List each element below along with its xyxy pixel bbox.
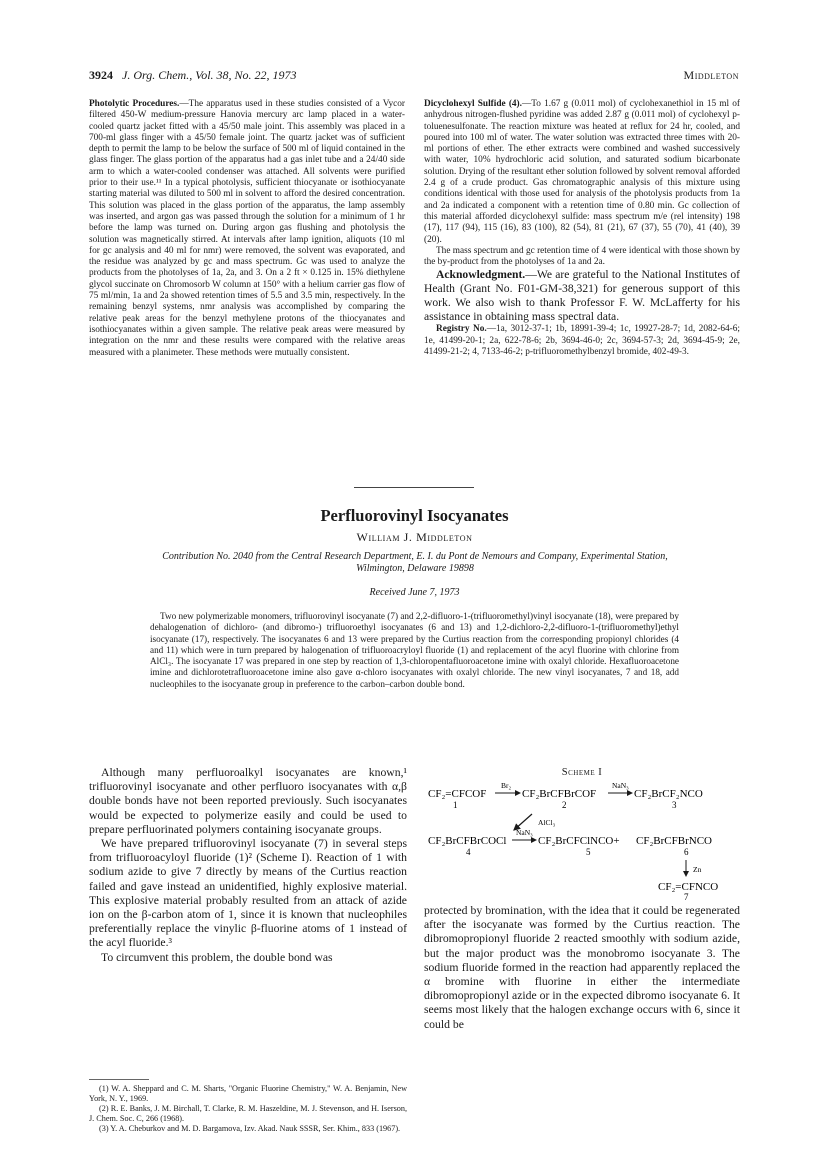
compound-3: CF₂BrCF₂NCO bbox=[634, 788, 703, 800]
dicyclohexyl-paragraph-2: The mass spectrum and gc retention time of 4 were identical with those shown by the by-product from the photolyses of 1a and 2a. bbox=[424, 245, 740, 268]
reagent-alcl3: AlCl₃ bbox=[538, 818, 556, 827]
body-right-column bbox=[424, 904, 740, 1032]
footnote-2: (2) R. E. Banks, J. M. Birchall, T. Clarke, R. M. Haszeldine, M. J. Stevenson, and H. Iserson, J. Chem. Soc. C, 266 (1968). bbox=[89, 1104, 407, 1124]
dicyclohexyl-text: —To 1.67 g (0.011 mol) of cyclohexanethiol in 15 ml of anhydrous nitrogen-flushed pyridine was added 2.87 g (0.011 mol) of cyclohexyl p-toluenesulfonate. The reaction mixture was heated at reflux for 24 hr, cooled, and poured into 100 ml of water. The water solution was extracted three times with 20-ml portions of ether. The ether extracts were combined and washed successively with water, 10% hydrochloric acid solution, and saturated sodium bicarbonate solution. Drying of the resultant ether solution followed by solvent removal afforded 2.4 g of a crude product. Gas chromatographic analysis of this mixture using conditions identical with those used for analysis of the photolysis products from 1a and 2a indicated a component with a retention time of 0.80 min. Gc collection of this material afforded dicyclohexyl sulfide: mass spectrum m/e (rel intensity) 198 (17), 117 (94), 115 (16), 83 (100), 82 (54), 81 (21), 67 (37), 55 (70), 41 (40), 39 (20). bbox=[424, 99, 740, 245]
reagent-nan3-a: NaN₃ bbox=[612, 781, 629, 790]
body-paragraph-2: We have prepared trifluorovinyl isocyanate (7) in several steps from trifluoroacyloyl fluoride (1)² (Scheme I). Reaction of 1 with sodium azide to give 7 directly by means of the Curtius reaction failed and gave instead an unidentified, highly explosive material. This explosive material probably resulted from an attack of azide ion on the β-carbon atom of 1, since it is known that nucleophiles preferentially replace the vinylic β-fluorine atoms of 1 instead of the acyl fluoride.³ bbox=[89, 837, 407, 950]
compound-2-number: 2 bbox=[562, 800, 567, 810]
dicyclohexyl-paragraph bbox=[424, 99, 740, 246]
reagent-zn: Zn bbox=[693, 865, 702, 874]
scheme-title: Scheme I bbox=[561, 767, 603, 778]
compound-6: CF₂BrCFBrNCO bbox=[636, 835, 712, 847]
registry-heading: Registry No. bbox=[436, 324, 487, 335]
compound-7: CF₂=CFNCO bbox=[658, 881, 719, 893]
registry-paragraph bbox=[424, 324, 740, 358]
received-date: Received June 7, 1973 bbox=[369, 587, 460, 598]
reaction-scheme bbox=[424, 780, 740, 900]
compound-6-number: 6 bbox=[684, 847, 689, 857]
footnotes bbox=[89, 1079, 407, 1134]
article-separator bbox=[354, 487, 474, 488]
compound-5: CF₂BrCFClNCO+ bbox=[538, 835, 620, 847]
reagent-nan3-b: NaN₃ bbox=[516, 828, 533, 837]
footnote-1: (1) W. A. Sheppard and C. M. Sharts, "Organic Fluorine Chemistry," W. A. Benjamin, New York, N. Y., 1969. bbox=[89, 1084, 407, 1104]
compound-5-number: 5 bbox=[586, 847, 591, 857]
header-left bbox=[89, 68, 297, 83]
photolytic-paragraph bbox=[89, 99, 405, 359]
body-left-column bbox=[89, 766, 407, 965]
body-paragraph-3: To circumvent this problem, the double bond was bbox=[101, 950, 333, 964]
compound-2: CF₂BrCFBrCOF bbox=[522, 788, 597, 800]
scheme-diagram bbox=[424, 780, 740, 900]
acknowledgment-paragraph bbox=[424, 268, 740, 324]
acknowledgment-heading: Acknowledgment. bbox=[436, 268, 526, 282]
article-title: Perfluorovinyl Isocyanates bbox=[320, 506, 509, 525]
dicyclohexyl-heading: Dicyclohexyl Sulfide (4). bbox=[424, 99, 522, 109]
registry-text: —1a, 3012-37-1; 1b, 18991-39-4; 1c, 19927-28-7; 1d, 2082-64-6; 1e, 41499-20-1; 2a, 622-78-6; 2b, 3694-46-0; 2c, 3694-57-3; 2d, 3694-45-9; 2e, 41499-21-2; 4, 7133-46-2; p-trifluoromethylbenzyl bromide, 402-49-3. bbox=[424, 324, 740, 358]
page-number: 3924 bbox=[89, 68, 113, 82]
compound-1: CF₂=CFCOF bbox=[428, 788, 487, 800]
compound-4: CF₂BrCFBrCOCl bbox=[428, 835, 507, 847]
body-paragraph-4: protected by bromination, with the idea that it could be regenerated after the isocyanate was formed by the Curtius reaction. The dibromopropionyl fluoride 2 reacted smoothly with sodium azide, but the major product was the monobromo isocyanate 3. The sodium fluoride formed in the reaction had apparently replaced the α bromine with fluorine in either the intermediate dibromopropionyl azide or in the expected dibromo isocyanate 6. It seems most likely that the halogen exchange occurs with 6, since it could be bbox=[424, 904, 740, 1031]
running-head: Middleton bbox=[683, 68, 739, 82]
compound-3-number: 3 bbox=[672, 800, 677, 810]
article-affiliation: Contribution No. 2040 from the Central Research Department, E. I. du Pont de Nemours and Company, Experimental Station, Wilmington, Delaware 19898 bbox=[162, 551, 668, 574]
dicyclohexyl-section bbox=[424, 99, 740, 358]
compound-1-number: 1 bbox=[453, 800, 458, 810]
journal-citation: J. Org. Chem., Vol. 38, No. 22, 1973 bbox=[122, 68, 297, 82]
compound-4-number: 4 bbox=[466, 847, 471, 857]
photolytic-text: —The apparatus used in these studies consisted of a Vycor filtered 450-W medium-pressure Hanovia mercury arc lamp placed in a water-cooled quartz jacket fitted with a 45/50 male joint. This assembly was placed in a 700-ml glass finger with a 45/50 female joint. The quartz jacket was of sufficient depth to permit the lamp to be below the surface of 500 ml of liquid contained in the glass finger. The glass portion of the apparatus had a gas inlet tube and a 24/40 side arm to which a water-cooled condenser was attached. All solvents were purified prior to their use.¹¹ In a typical photolysis, sufficient thiocyanate or isothiocyanate starting material was diluted to 500 ml in solvent to afford the desired concentration. This solution was placed in the glass portion of the apparatus, the lamp assembly was inserted, and argon gas was passed through the solution for a minimum of 1 hr before the lamp was turned on. During argon gas flushing and photolysis the solution was magnetically stirred. At intervals after lamp ignition, aliquots (10 ml for gc analysis and 40 ml for nmr) were removed, the solvent was evaporated, and the residue was analyzed by gc and mass spectrum. Gc was used to analyze the products from the photolyses of 1a, 2a, and 3. On a 2 ft × 0.125 in. 15% diethylene glycol succinate on Chromosorb W column at 150° with a helium carrier gas flow of 75 ml/min, 1a and 2a showed retention times of 5.5 and 3.5 min, respectively. In the remaining benzyl systems, nmr analysis was accomplished by comparing the relative peak areas for the benzyl methylene protons of the thiocyanates and isothiocyanates within a given sample. The relative peak areas were measured by integration on the nmr and these results were compared with the relative areas measured with a planimeter. These methods were mutually consistent. bbox=[89, 99, 405, 358]
acknowledgment-text: —We are grateful to the National Institutes of Health (Grant No. F01-GM-38,321) for generous support of this work. We also wish to thank Professor F. W. McLafferty for his assistance in obtaining mass spectral data. bbox=[424, 268, 740, 324]
reagent-br2: Br₂ bbox=[501, 781, 512, 790]
photolytic-procedures-section bbox=[89, 99, 405, 359]
footnote-3: (3) Y. A. Cheburkov and M. D. Bargamova, Izv. Akad. Nauk SSSR, Ser. Khim., 833 (1967). bbox=[99, 1124, 401, 1134]
article-author: William J. Middleton bbox=[356, 530, 473, 544]
compound-7-number: 7 bbox=[684, 892, 689, 900]
footnote-rule bbox=[89, 1079, 149, 1080]
page-header bbox=[89, 68, 739, 86]
photolytic-heading: Photolytic Procedures. bbox=[89, 99, 180, 109]
abstract: Two new polymerizable monomers, trifluorovinyl isocyanate (7) and 2,2-difluoro-1-(trifluoromethyl)vinyl isocyanate (18), were prepared by dehalogenation of dichloro- (and dibromo-) trifluoroethyl isocyanates (6 and 13) and 1,2-dichloro-2,2-difluoro-1-(trifluoromethyl)ethyl isocyanate (17), respectively. The isocyanates 6 and 13 were prepared by the Curtius reaction from the corresponding propionyl chlorides (4 and 11) which were in turn prepared by halogenation of trifluoroacryloyl fluoride (1) and replacement of the acyl fluorine with chlorine from AlCl₃. The isocyanate 17 was prepared in one step by reaction of 1,3-chloropentafluoroacetone imine with oxalyl chloride. Hexafluoroacetone imine and dichlorotetrafluoroacetone imine also gave α-chloro isocyanates with oxalyl chloride. The new vinyl isocyanates, 7 and 18, add nucleophiles to the isocyanate group in preference to the carbon–carbon double bond. bbox=[150, 611, 679, 689]
body-paragraph-1: Although many perfluoroalkyl isocyanates are known,¹ trifluorovinyl isocyanate and other perfluoro isocyanates with α,β double bonds have not been reported previously. Such isocyanates would be expected to polymerize easily and could be used to prepare perfluorinated polymers containing isocyanate groups. bbox=[89, 766, 407, 836]
